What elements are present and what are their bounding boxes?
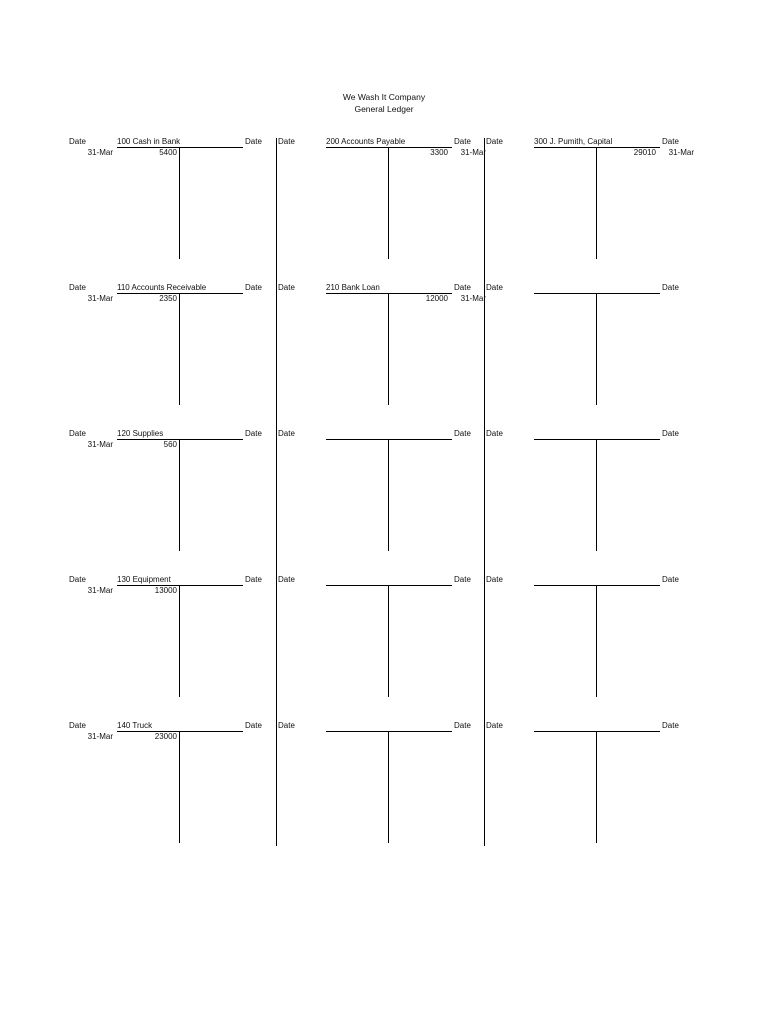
credit-amount: 12000 <box>425 294 448 303</box>
t-account-center-line <box>596 585 597 697</box>
debit-entry-date: 31-Mar <box>87 148 113 157</box>
t-account <box>69 137 277 267</box>
t-account-top-line <box>534 293 660 294</box>
account-name: 140 Truck <box>117 721 153 730</box>
t-account <box>69 429 277 559</box>
t-account-center-line <box>596 293 597 405</box>
account-name: 100 Cash in Bank <box>117 137 181 146</box>
t-account-center-line <box>388 731 389 843</box>
t-account <box>278 137 486 267</box>
debit-date-header: Date <box>278 283 295 292</box>
t-account-top-line <box>534 439 660 440</box>
debit-date-header: Date <box>278 429 295 438</box>
debit-amount: 2350 <box>159 294 177 303</box>
credit-amount: 29010 <box>633 148 656 157</box>
credit-date-header: Date <box>454 283 471 292</box>
t-account <box>486 137 694 267</box>
t-account-center-line <box>388 147 389 259</box>
debit-entry-date: 31-Mar <box>87 732 113 741</box>
debit-date-header: Date <box>486 137 503 146</box>
debit-date-header: Date <box>486 429 503 438</box>
t-account-center-line <box>179 731 180 843</box>
t-account-center-line <box>596 731 597 843</box>
debit-entry-date: 31-Mar <box>87 294 113 303</box>
debit-amount: 5400 <box>159 148 177 157</box>
credit-date-header: Date <box>245 283 262 292</box>
account-name: 130 Equipment <box>117 575 171 584</box>
debit-amount: 23000 <box>154 732 177 741</box>
t-account-center-line <box>179 585 180 697</box>
t-account-top-line <box>534 585 660 586</box>
credit-date-header: Date <box>454 721 471 730</box>
credit-date-header: Date <box>245 137 262 146</box>
t-account-center-line <box>388 585 389 697</box>
credit-entry-date: 31-Mar <box>460 294 486 303</box>
credit-date-header: Date <box>245 575 262 584</box>
t-account-top-line <box>326 585 452 586</box>
debit-date-header: Date <box>278 137 295 146</box>
t-account-center-line <box>388 439 389 551</box>
credit-date-header: Date <box>454 137 471 146</box>
credit-entry-date: 31-Mar <box>668 148 694 157</box>
t-account-center-line <box>179 293 180 405</box>
debit-date-header: Date <box>486 283 503 292</box>
t-account-center-line <box>179 439 180 551</box>
debit-date-header: Date <box>69 575 86 584</box>
t-account-center-line <box>596 147 597 259</box>
ledger-title: General Ledger <box>354 104 414 114</box>
debit-date-header: Date <box>69 137 86 146</box>
credit-date-header: Date <box>662 137 679 146</box>
t-account-center-line <box>388 293 389 405</box>
t-account <box>69 283 277 413</box>
t-account <box>486 721 694 851</box>
t-account-top-line <box>534 731 660 732</box>
t-account <box>486 575 694 705</box>
debit-entry-date: 31-Mar <box>87 440 113 449</box>
t-account <box>486 283 694 413</box>
debit-entry-date: 31-Mar <box>87 586 113 595</box>
debit-date-header: Date <box>486 721 503 730</box>
credit-date-header: Date <box>662 721 679 730</box>
t-account <box>278 575 486 705</box>
credit-date-header: Date <box>662 575 679 584</box>
credit-entry-date: 31-Mar <box>460 148 486 157</box>
t-account <box>278 429 486 559</box>
account-name: 200 Accounts Payable <box>326 137 406 146</box>
credit-date-header: Date <box>245 429 262 438</box>
t-account <box>278 283 486 413</box>
debit-date-header: Date <box>69 721 86 730</box>
debit-date-header: Date <box>278 721 295 730</box>
debit-date-header: Date <box>69 283 86 292</box>
t-account-center-line <box>179 147 180 259</box>
t-account <box>486 429 694 559</box>
credit-date-header: Date <box>454 429 471 438</box>
t-account <box>69 575 277 705</box>
debit-amount: 560 <box>163 440 177 449</box>
t-account <box>278 721 486 851</box>
t-account <box>69 721 277 851</box>
debit-date-header: Date <box>486 575 503 584</box>
account-name: 210 Bank Loan <box>326 283 380 292</box>
company-name: We Wash It Company <box>342 92 426 102</box>
credit-date-header: Date <box>662 283 679 292</box>
credit-date-header: Date <box>454 575 471 584</box>
credit-amount: 3300 <box>430 148 448 157</box>
t-account-center-line <box>596 439 597 551</box>
debit-date-header: Date <box>278 575 295 584</box>
debit-amount: 13000 <box>154 586 177 595</box>
t-account-top-line <box>326 439 452 440</box>
account-name: 110 Accounts Receivable <box>117 283 207 292</box>
credit-date-header: Date <box>662 429 679 438</box>
account-name: 300 J. Pumith, Capital <box>534 137 613 146</box>
debit-date-header: Date <box>69 429 86 438</box>
t-account-top-line <box>326 731 452 732</box>
account-name: 120 Supplies <box>117 429 164 438</box>
credit-date-header: Date <box>245 721 262 730</box>
